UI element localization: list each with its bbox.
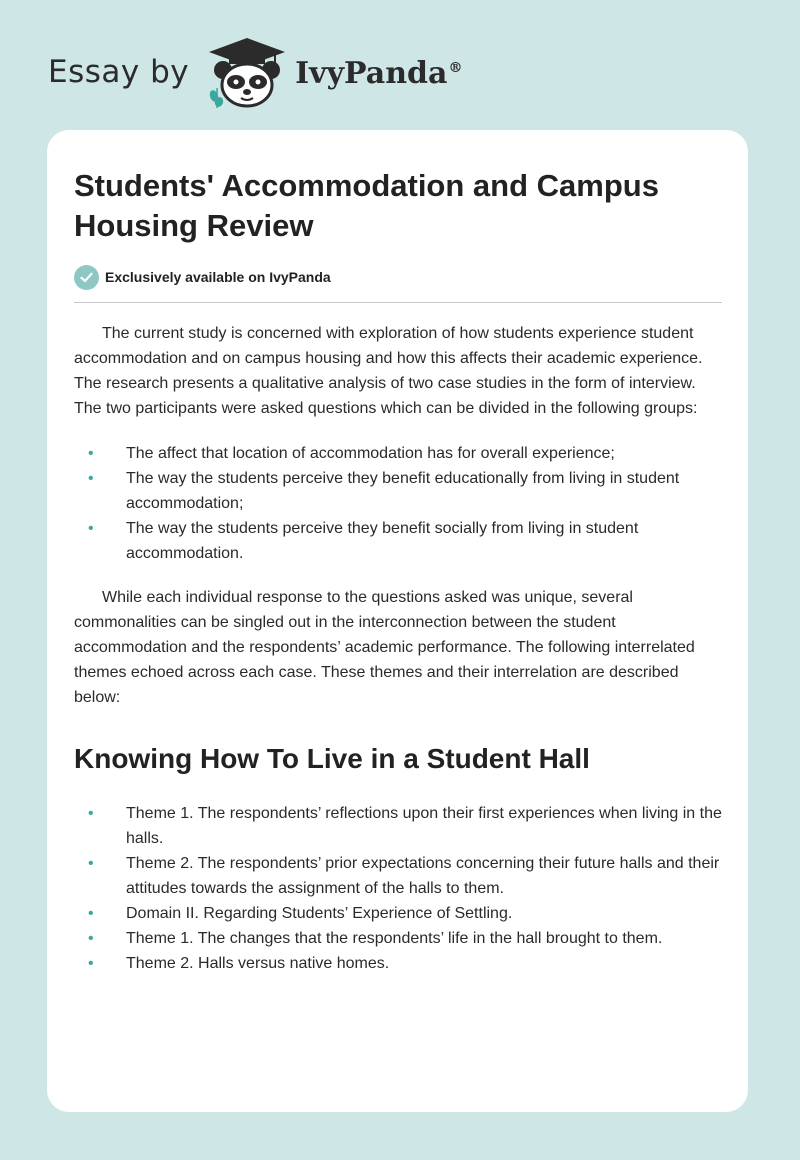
essay-by-label: Essay by [48, 54, 190, 90]
exclusive-label: Exclusively available on IvyPanda [105, 269, 331, 285]
article-card [47, 130, 748, 1112]
registered-mark: ® [448, 59, 463, 76]
themes-list [74, 801, 722, 976]
list-item: • Theme 2. Halls versus native homes. [74, 951, 722, 976]
bullet-icon: • [88, 855, 94, 872]
brand-name[interactable]: IvyPanda® [295, 55, 463, 91]
list-item: • The way the students perceive they benefit educationally from living in student accommodation; [74, 466, 722, 516]
list-item: • Domain II. Regarding Students’ Experience of Settling. [74, 901, 722, 926]
list-item: • Theme 2. The respondents’ prior expectations concerning their future halls and their attitudes towards the assignment of the halls to them. [74, 851, 722, 901]
bullet-icon: • [88, 930, 94, 947]
list-item: • Theme 1. The respondents’ reflections upon their first experiences when living in the halls. [74, 801, 722, 851]
exclusive-badge [74, 264, 722, 290]
bullet-icon: • [88, 805, 94, 822]
bullet-icon: • [88, 905, 94, 922]
article-title: Students' Accommodation and Campus Housing Review [74, 168, 659, 243]
question-groups-list [74, 441, 722, 566]
bullet-icon: • [88, 520, 94, 537]
bullet-icon: • [88, 445, 94, 462]
bullet-icon: • [88, 955, 94, 972]
list-item: • The affect that location of accommodation has for overall experience; [74, 441, 722, 466]
article-content [74, 166, 722, 976]
site-header [48, 36, 462, 108]
list-item: • Theme 1. The changes that the respondents’ life in the hall brought to them. [74, 926, 722, 951]
second-paragraph: While each individual response to the questions asked was unique, several commonalities can be singled out in the interconnection between the student accommodation and the respondents’ academic performance. The following interrelated themes echoed across each case. These themes and their interrelation are described below: [74, 589, 695, 706]
intro-paragraph: The current study is concerned with exploration of how students experience student accommodation and on campus housing and how this affects their academic experience. The research presents a qualitative analysis of two case studies in the form of interview. The two participants were asked questions which can be divided in the following groups: [74, 325, 703, 417]
panda-graduate-icon[interactable] [205, 36, 289, 108]
title-divider [74, 302, 722, 303]
bullet-icon: • [88, 470, 94, 487]
list-item: • The way the students perceive they benefit socially from living in student accommodation. [74, 516, 722, 566]
section-heading: Knowing How To Live in a Student Hall [74, 743, 590, 774]
check-icon [74, 265, 99, 290]
